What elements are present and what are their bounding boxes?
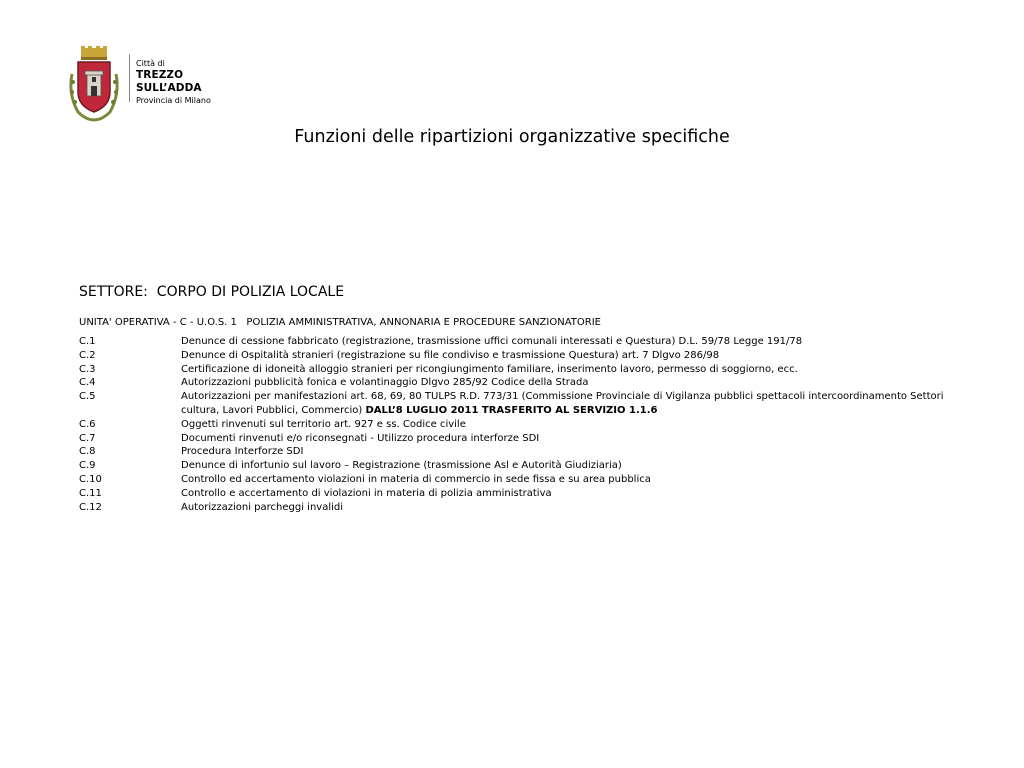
list-item xyxy=(79,501,959,515)
list-item xyxy=(79,335,959,349)
city-name: TREZZO SULL’ADDA xyxy=(136,69,202,94)
page-title: Funzioni delle ripartizioni organizzative specifiche xyxy=(294,127,730,147)
item-description: Controllo ed accertamento violazioni in materia di commercio in sede fissa e su area pubblica xyxy=(181,473,651,485)
list-item xyxy=(79,418,959,432)
item-code: C.2 xyxy=(79,349,96,361)
city-text xyxy=(136,58,244,106)
list-item xyxy=(79,459,959,473)
list-item xyxy=(79,473,959,487)
item-code: C.10 xyxy=(79,473,102,485)
item-description: Denunce di Ospitalità stranieri (registrazione su file condiviso e trasmissione Questura) art. 7 Dlgvo 286/98 xyxy=(181,349,720,361)
list-item xyxy=(79,487,959,501)
item-description: Certificazione di idoneità alloggio stranieri per ricongiungimento familiare, inserimento lavoro, permesso di soggiorno, ecc. xyxy=(181,363,798,375)
item-description: Procedura Interforze SDI xyxy=(181,446,304,458)
item-code: C.5 xyxy=(79,391,96,403)
item-code: C.1 xyxy=(79,336,96,347)
item-description-text: Autorizzazioni per manifestazioni art. 68, 69, 80 TULPS R.D. 773/31 (Commissione Provinciale di Vigilanza pubblici spettacoli intercoordinamento Settori cultura, Lavori Pubblici, Commercio) xyxy=(181,391,944,416)
item-description: Autorizzazioni pubblicità fonica e volantinaggio Dlgvo 285/92 Codice della Strada xyxy=(181,377,589,389)
item-description: Controllo e accertamento di violazioni in materia di polizia amministrativa xyxy=(181,487,552,499)
item-code: C.9 xyxy=(79,460,96,472)
item-description xyxy=(181,390,959,418)
item-code: C.7 xyxy=(79,432,96,444)
item-code: C.3 xyxy=(79,363,96,375)
item-code: C.4 xyxy=(79,377,96,389)
city-prefix: Città di xyxy=(136,59,165,68)
province-name: Provincia di Milano xyxy=(136,96,211,105)
list-item xyxy=(79,376,959,390)
city-logo xyxy=(64,44,244,124)
item-description: Autorizzazioni parcheggi invalidi xyxy=(181,501,344,513)
item-description: Denunce di cessione fabbricato (registrazione, trasmissione uffici comunali interessati e Questura) D.L. 59/78 Legge 191/78 xyxy=(181,336,803,347)
transfer-note: DALL’8 LUGLIO 2011 TRASFERITO AL SERVIZIO 1.1.6 xyxy=(365,404,658,416)
item-code: C.11 xyxy=(79,487,102,499)
logo-divider xyxy=(129,54,130,102)
item-description: Documenti rinvenuti e/o riconsegnati - Utilizzo procedura interforze SDI xyxy=(181,432,540,444)
item-code: C.8 xyxy=(79,446,96,458)
item-code: C.6 xyxy=(79,418,96,430)
item-description: Oggetti rinvenuti sul territorio art. 927 e ss. Codice civile xyxy=(181,418,466,430)
settore-heading: SETTORE: CORPO DI POLIZIA LOCALE xyxy=(79,284,345,300)
list-item xyxy=(79,349,959,363)
list-item xyxy=(79,432,959,446)
unita-operativa-heading: UNITA' OPERATIVA - C - U.O.S. 1 POLIZIA AMMINISTRATIVA, ANNONARIA E PROCEDURE SANZIONATORIE xyxy=(79,317,601,328)
item-description: Denunce di infortunio sul lavoro – Registrazione (trasmissione Asl e Autorità Giudiziaria) xyxy=(181,460,622,472)
list-item xyxy=(79,363,959,377)
item-code: C.12 xyxy=(79,501,102,513)
functions-list xyxy=(79,335,959,514)
coat-of-arms-icon xyxy=(64,44,124,124)
list-item xyxy=(79,445,959,459)
list-item xyxy=(79,390,959,418)
